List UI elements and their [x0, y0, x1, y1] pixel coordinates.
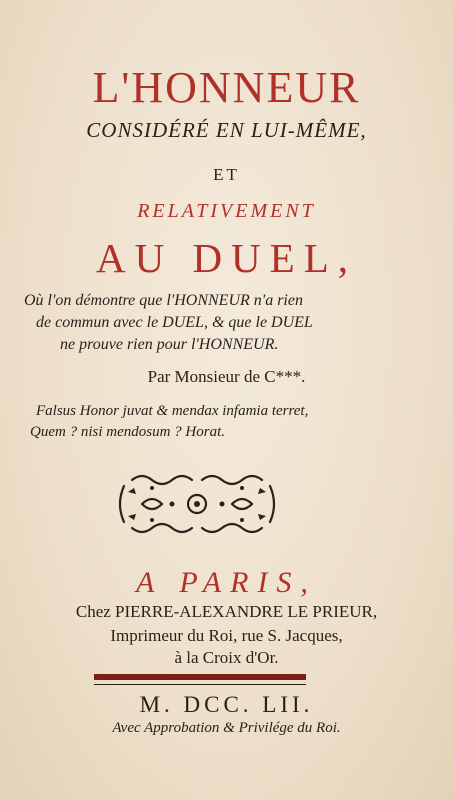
epigraph-line-1: Falsus Honor juvat & mendax infamia terret, [36, 403, 309, 419]
publisher-line-2: Imprimeur du Roi, rue S. Jacques, [110, 626, 343, 645]
author-line: Par Monsieur de C***. [147, 367, 306, 386]
publisher-line-3: à la Croix d'Or. [174, 648, 279, 667]
privilege-line: Avec Approbation & Privilége du Roi. [112, 720, 341, 736]
conjunction: ET [213, 165, 240, 184]
subtitle-line-3: AU DUEL, [95, 235, 358, 281]
description-line-1: Où l'on démontre que l'HONNEUR n'a rien [24, 292, 303, 309]
floral-vignette-icon [112, 468, 282, 540]
subtitle-line-2: RELATIVEMENT [137, 200, 316, 222]
publication-year: M. DCC. LII. [139, 692, 314, 717]
decorative-rule-thick [94, 674, 306, 680]
decorative-rule-thin [94, 684, 306, 685]
book-title: L'HONNEUR [92, 63, 361, 112]
description-line-2: de commun avec le DUEL, & que le DUEL [36, 314, 313, 331]
subtitle-line-1: CONSIDÉRÉ EN LUI-MÊME, [86, 118, 367, 142]
description-line-3: ne prouve rien pour l'HONNEUR. [60, 336, 279, 353]
imprint-city: A PARIS, [136, 566, 317, 599]
epigraph-line-2: Quem ? nisi mendosum ? Horat. [30, 424, 225, 440]
publisher-line-1: Chez PIERRE-ALEXANDRE LE PRIEUR, [75, 602, 378, 621]
